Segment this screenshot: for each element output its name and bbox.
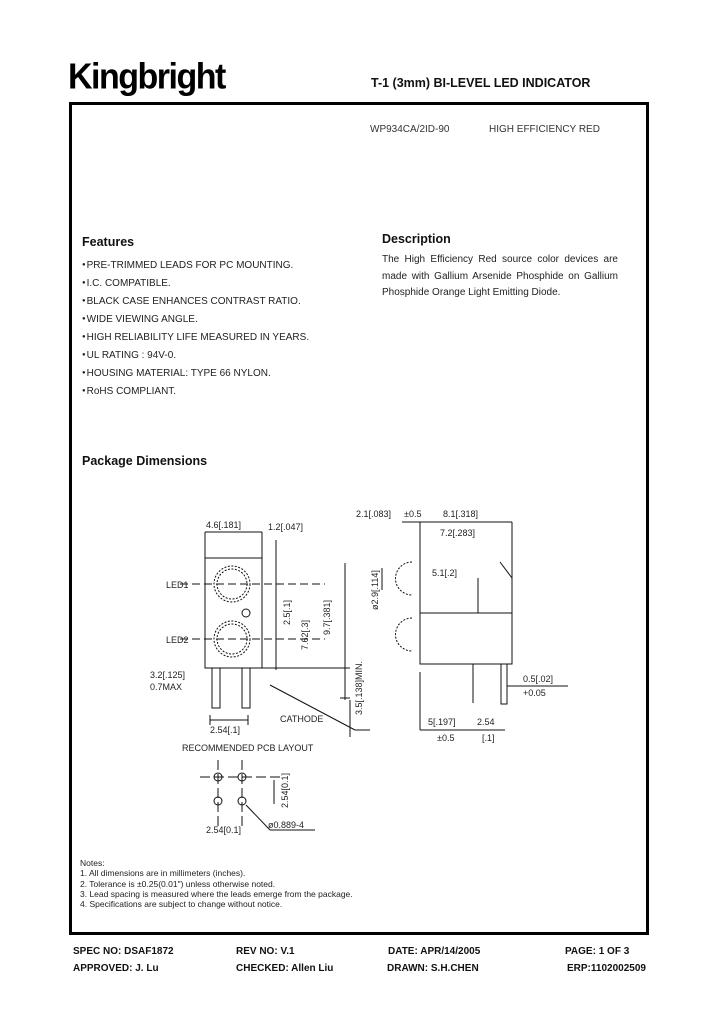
- dim-pitch: 2.5[.1]: [282, 599, 292, 625]
- brand-logo: Kingbright: [68, 57, 225, 97]
- dim-d9: [.1]: [482, 733, 495, 743]
- label-led2: LED2: [166, 635, 189, 645]
- pcb-layout-drawing: [140, 738, 340, 848]
- dim-height: 9.7[.381]: [322, 599, 332, 635]
- feature-item: ● RoHS COMPLIANT.: [82, 382, 309, 400]
- dim-lead-width: 3.2[.125]: [150, 670, 186, 680]
- dim-lead-square: 0.5[.02]: [523, 674, 554, 684]
- notes: [80, 858, 353, 909]
- dim-d8: ±0.5: [437, 733, 455, 743]
- description-text: The High Efficiency Red source color devices are made with Gallium Arsenide Phosphide on Gallium Phosphide Orange Light Emitting Diode.: [382, 254, 618, 298]
- dim-lead-pitch: 2.54[.1]: [210, 725, 241, 735]
- note-item: 2. Tolerance is ±0.25(0.01") unless otherwise noted.: [80, 878, 276, 889]
- front-view-drawing: [150, 500, 370, 740]
- description-heading: Description: [382, 232, 451, 246]
- pcb-hole-size: ø0.889-4: [268, 820, 305, 830]
- dim-d3: 8.1[.318]: [443, 509, 479, 519]
- feature-item: ● WIDE VIEWING ANGLE.: [82, 310, 309, 328]
- dim-lead-length: 3.5[.138]MIN.: [354, 660, 364, 715]
- dim-tolerance: +0.05: [523, 688, 546, 698]
- features-list: [82, 256, 309, 400]
- note-item: 4. Specifications are subject to change without notice.: [80, 899, 283, 910]
- features-heading: Features: [82, 235, 135, 249]
- pcb-vertical-pitch: 2.54[0.1]: [280, 772, 290, 808]
- feature-item: ● I.C. COMPATIBLE.: [82, 274, 309, 292]
- label-led1: LED1: [166, 580, 189, 590]
- dim-lead-max: 0.7MAX: [150, 682, 183, 692]
- dim-d5: 5.1[.2]: [432, 568, 458, 578]
- document-title: T-1 (3mm) BI-LEVEL LED INDICATOR: [371, 76, 591, 90]
- note-item: 1. All dimensions are in millimeters (inches).: [80, 868, 246, 879]
- feature-item: ● PRE-TRIMMED LEADS FOR PC MOUNTING.: [82, 256, 309, 274]
- dim-diameter: ø2.9[.114]: [370, 570, 380, 610]
- dim-d2: ±0.5: [404, 509, 422, 519]
- dim-width-top: 4.6[.181]: [206, 520, 242, 530]
- part-number: WP934CA/2ID-90: [370, 124, 450, 135]
- part-color: HIGH EFFICIENCY RED: [489, 124, 600, 135]
- dim-d6: 5[.197]: [428, 717, 456, 727]
- drawn-by: DRAWN: S.H.CHEN: [387, 963, 479, 974]
- page-number: PAGE: 1 OF 3: [565, 946, 630, 957]
- feature-item: ● HOUSING MATERIAL: TYPE 66 NYLON.: [82, 364, 309, 382]
- revision-number: REV NO: V.1: [236, 946, 295, 957]
- note-item: 3. Lead spacing is measured where the leads emerge from the package.: [80, 888, 353, 899]
- side-view-drawing: [340, 500, 590, 745]
- checked-by: CHECKED: Allen Liu: [236, 963, 334, 974]
- dim-d1: 2.1[.083]: [356, 509, 392, 519]
- package-dimensions-heading: Package Dimensions: [82, 454, 208, 468]
- spec-number: SPEC NO: DSAF1872: [73, 946, 174, 957]
- label-cathode: CATHODE: [280, 714, 324, 724]
- notes-heading: Notes:: [80, 858, 105, 868]
- dim-offset: 1.2[.047]: [268, 522, 304, 532]
- dim-d7: 2.54: [477, 717, 495, 727]
- pcb-layout-title: RECOMMENDED PCB LAYOUT: [182, 743, 314, 753]
- document-date: DATE: APR/14/2005: [388, 946, 481, 957]
- erp-number: ERP:1102002509: [567, 963, 646, 974]
- dim-center: 7.62[.3]: [300, 619, 310, 650]
- feature-item: ● BLACK CASE ENHANCES CONTRAST RATIO.: [82, 292, 309, 310]
- feature-item: ● HIGH RELIABILITY LIFE MEASURED IN YEARS.: [82, 328, 309, 346]
- pcb-horizontal-pitch: 2.54[0.1]: [206, 825, 242, 835]
- dim-d4: 7.2[.283]: [440, 528, 476, 538]
- approved-by: APPROVED: J. Lu: [73, 963, 159, 974]
- feature-item: ● UL RATING : 94V-0.: [82, 346, 309, 364]
